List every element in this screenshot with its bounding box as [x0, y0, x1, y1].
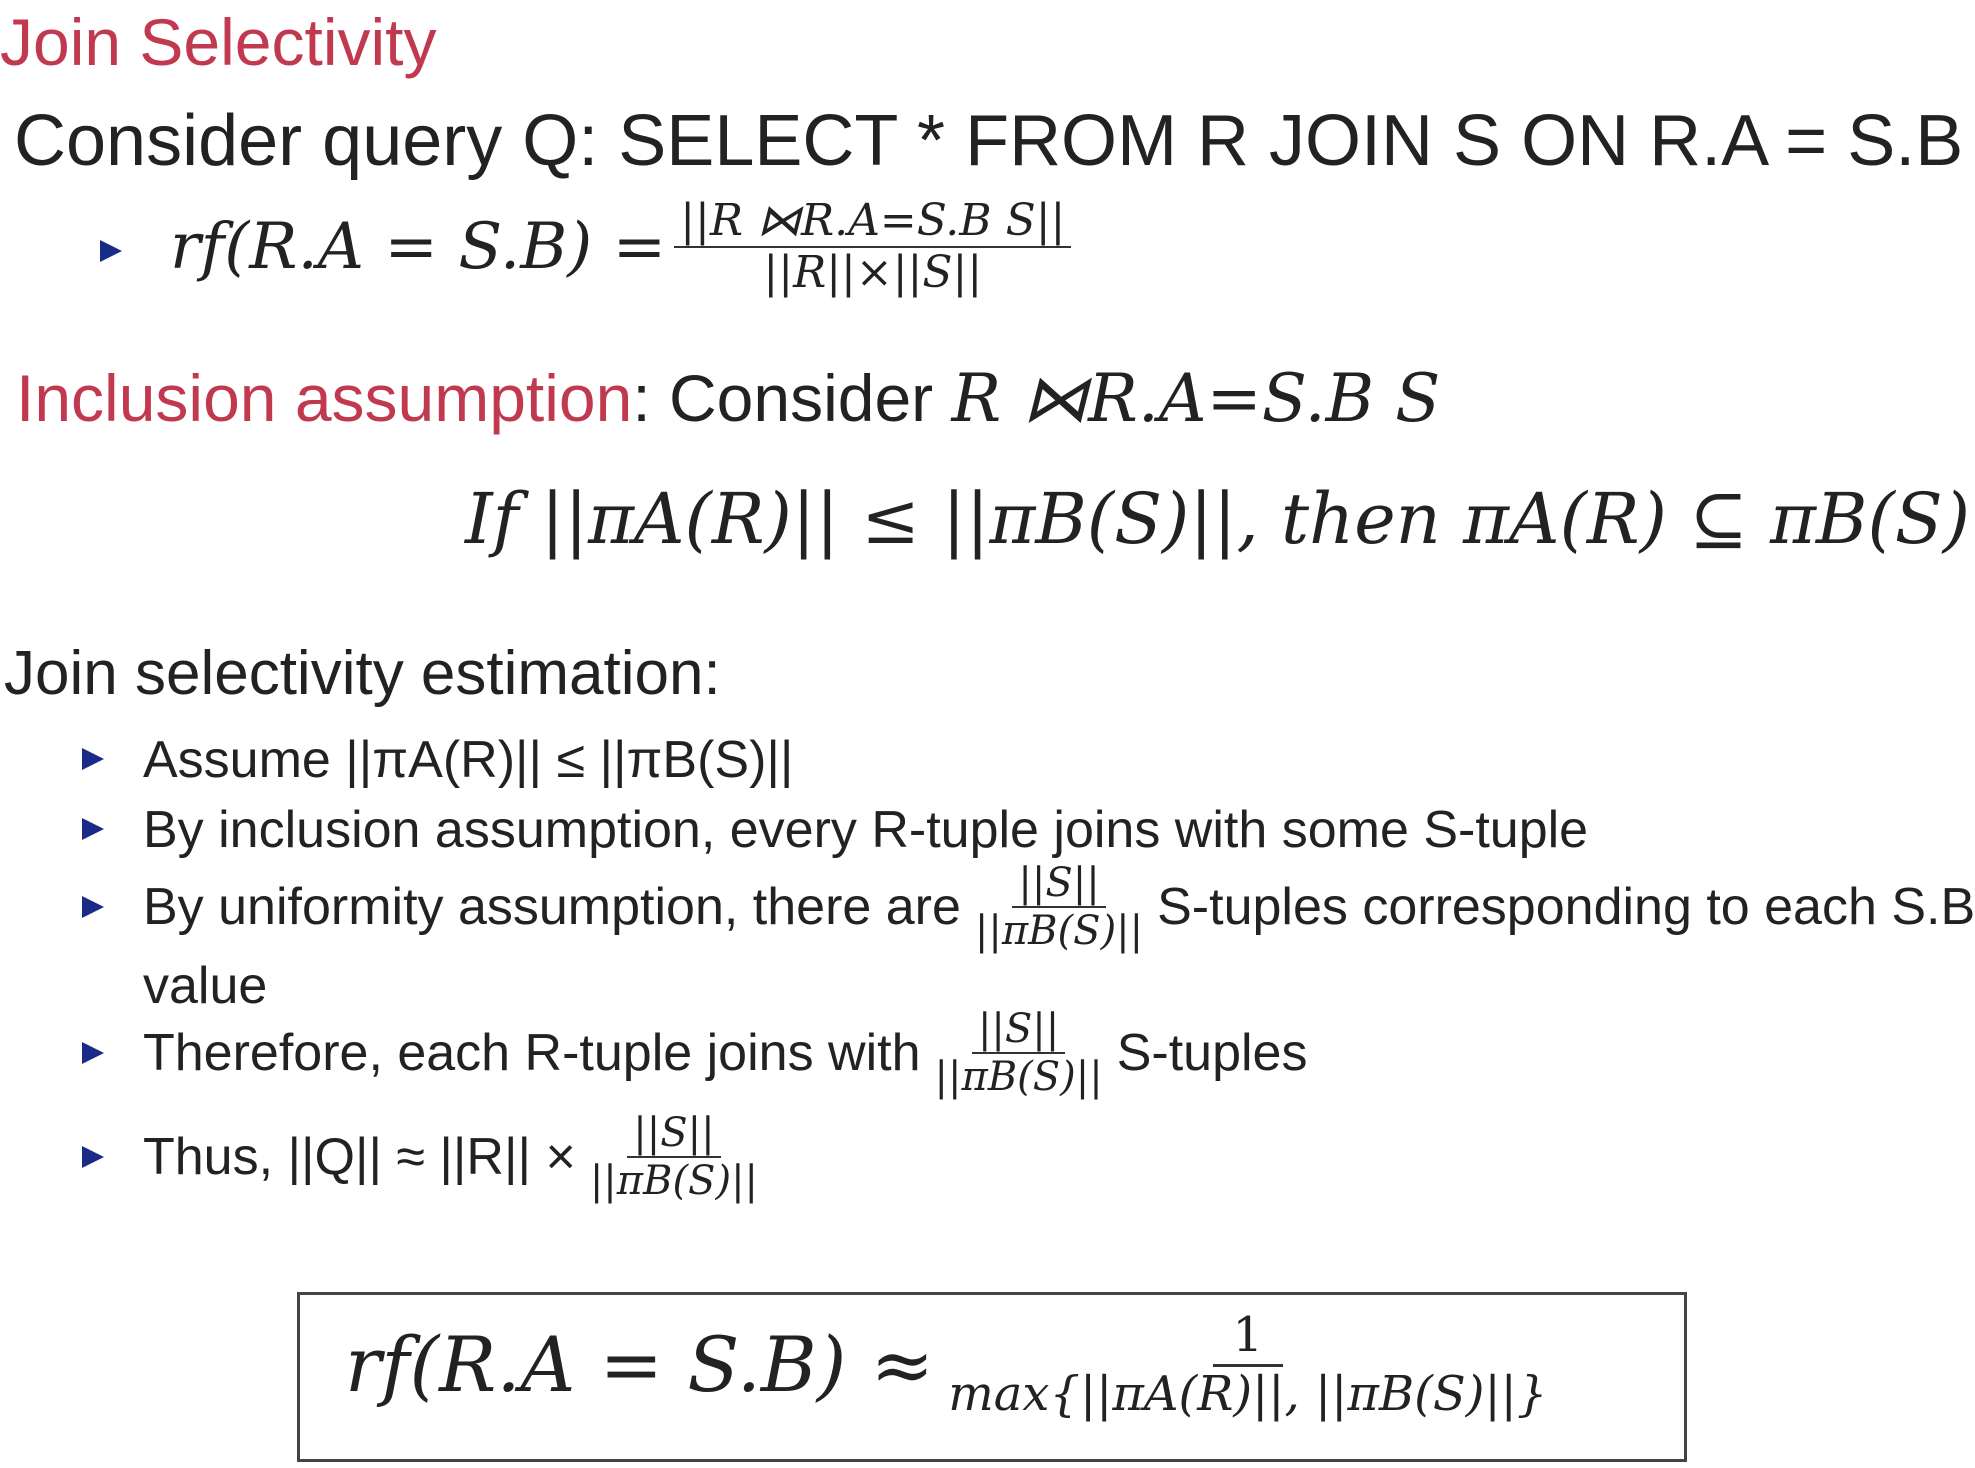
inclusion-math: R ⋈R.A=S.B S	[951, 360, 1441, 437]
estimation-heading: Join selectivity estimation:	[4, 639, 721, 708]
thus-denominator: ||πB(S)||	[589, 1158, 759, 1204]
thus-numerator: ||S||	[627, 1112, 720, 1158]
inclusion-bullet-text: By inclusion assumption, every R-tuple joins with some S-tuple	[143, 801, 1589, 859]
bullet-rf	[100, 240, 122, 262]
bullet-uniformity	[82, 896, 104, 918]
rf-lhs: rf(R.A = S.B) =	[170, 210, 667, 285]
rf-definition	[170, 195, 1079, 299]
bullet-assume	[82, 748, 104, 770]
therefore-pre: Therefore, each R-tuple joins with	[143, 1024, 921, 1082]
uniformity-line	[143, 862, 1975, 952]
uniformity-wrap: value	[143, 957, 268, 1015]
uniformity-denominator: ||πB(S)||	[974, 908, 1144, 954]
thus-fraction	[584, 1112, 764, 1202]
query-line: Consider query Q: SELECT * FROM R JOIN S ON R.A = S.B	[14, 101, 1964, 181]
assume-text: Assume ||πA(R)|| ≤ ||πB(S)||	[143, 731, 794, 789]
inclusion-label: Inclusion assumption	[16, 361, 633, 435]
inclusion-rule: If ||πA(R)|| ≤ ||πB(S)||, then πA(R) ⊆ πB(S)	[465, 478, 1971, 560]
bullet-therefore	[82, 1042, 104, 1064]
rf-fraction	[674, 195, 1071, 299]
thus-line	[143, 1112, 772, 1202]
final-fraction	[942, 1307, 1553, 1423]
inclusion-line	[16, 360, 1440, 437]
final-lhs: rf(R.A = S.B) ≈	[345, 1320, 935, 1410]
therefore-post: S-tuples	[1116, 1024, 1308, 1082]
slide-title: Join Selectivity	[0, 5, 437, 79]
inclusion-text: : Consider	[632, 361, 934, 435]
uniformity-numerator: ||S||	[1012, 862, 1105, 908]
rf-numerator: ||R ⋈R.A=S.B S||	[674, 198, 1071, 248]
uniformity-post: S-tuples corresponding to each S.B	[1157, 878, 1975, 936]
uniformity-fraction	[969, 862, 1149, 952]
therefore-numerator: ||S||	[972, 1008, 1065, 1054]
final-denominator: max{||πA(R)||, ||πB(S)||}	[948, 1366, 1548, 1423]
therefore-line	[143, 1008, 1307, 1098]
therefore-denominator: ||πB(S)||	[934, 1054, 1103, 1100]
final-formula	[345, 1307, 1561, 1423]
thus-pre: Thus, ||Q|| ≈ ||R|| ×	[143, 1128, 576, 1186]
uniformity-pre: By uniformity assumption, there are	[143, 878, 961, 936]
rf-denominator: ||R||×||S||	[763, 247, 983, 299]
bullet-inclusion	[82, 818, 104, 840]
bullet-thus	[82, 1146, 104, 1168]
final-numerator: 1	[1213, 1310, 1284, 1367]
therefore-fraction	[929, 1008, 1109, 1098]
